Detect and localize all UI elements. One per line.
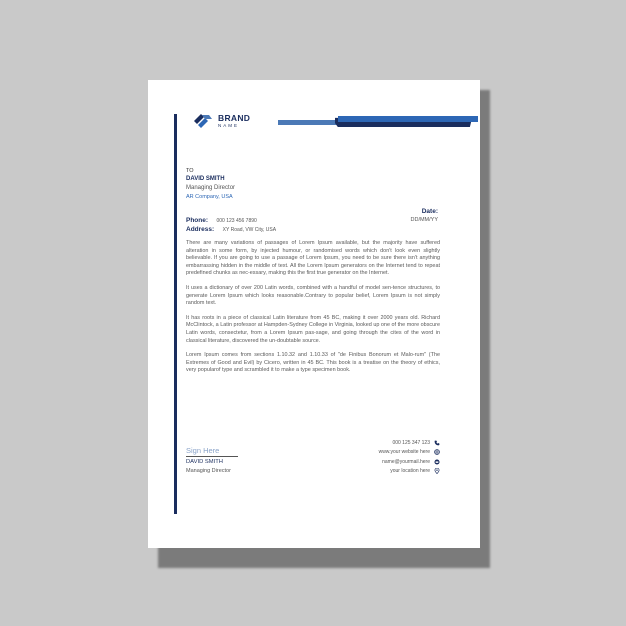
phone-icon xyxy=(434,440,440,446)
recipient-company: AR Company, USA xyxy=(186,194,233,200)
brand-subname: NAME xyxy=(218,122,240,128)
body-paragraph: Lorem Ipsum comes from sections 1.10.32 and 1.10.33 of "de Finibus Bonorum et Malo-rum" (The Extremes of Good and Evil) by Cicero, written in 45 BC. This book is a treatise on the theory of ethics, very popularof type and scrambled it to make a type specimen book. xyxy=(186,352,440,374)
body-paragraph: It has roots in a piece of classical Latin literature from 45 BC, making it over 2000 years old. Richard McClintock, a Latin professor at Hampden-Sydney College in Virginia, looked up one of the more obscure Latin words, consectetur, from a Lorem Ipsum pas-sage, and going through the cites of the word in classical literature, discovered the un-doubtable source. xyxy=(186,314,440,344)
date-value: DD/MM/YY xyxy=(410,217,438,223)
address-label: Address: xyxy=(186,226,215,233)
contact-website: www.your website here xyxy=(378,449,430,456)
body-paragraph: It uses a dictionary of over 200 Latin words, combined with a handful of model sen-tence structures, to generate Lorem Ipsum which looks reasonable.Contrary to popular belief, Lorem Ipsum is not simply random text. xyxy=(186,284,440,307)
phone-value: 000 123 456 7890 xyxy=(216,218,257,224)
signature-label: Sign Here xyxy=(186,446,220,455)
contact-location-row xyxy=(300,467,440,477)
email-icon xyxy=(434,459,440,465)
signer-role: Managing Director xyxy=(186,468,231,474)
phone-label: Phone: xyxy=(186,217,209,224)
contact-phone-row xyxy=(300,438,440,448)
letter-body xyxy=(186,240,440,382)
contact-email: name@yourmail.here xyxy=(382,458,430,465)
brand-mark-icon xyxy=(192,112,214,130)
contact-phone: 000 125 347 123 xyxy=(392,439,430,446)
recipient-role: Managing Director xyxy=(186,185,236,191)
signature-line xyxy=(186,456,238,457)
letterhead-page xyxy=(148,80,480,548)
brand-name: BRAND xyxy=(218,113,251,123)
header-stripe-light xyxy=(278,120,342,125)
brand-logo xyxy=(192,112,250,130)
contact-location: your location here xyxy=(390,468,430,475)
recipient-name: DAVID SMITH xyxy=(186,176,225,182)
signer-name: DAVID SMITH xyxy=(186,459,223,465)
header-stripe-blue xyxy=(338,116,478,122)
contact-block xyxy=(300,438,440,476)
to-label: TO xyxy=(186,168,194,174)
contact-email-row xyxy=(300,457,440,467)
left-accent-bar xyxy=(174,114,177,514)
globe-icon xyxy=(434,449,440,455)
body-paragraph: There are many variations of passages of Lorem Ipsum available, but the majority have suffered alteration in some form, by injected humour, or randomised words which don't look even slightly believable. If you are going to use a passage of Lorem Ipsum, you need to be sure there isn't anything embarrassing hidden in the middle of text. All the Lorem Ipsum generators on the Internet tend to repeat predefined chunks as nec-essary, making this the first true generator on the Internet. xyxy=(186,240,440,277)
sender-address-row xyxy=(186,218,276,236)
address-value: XY Road, VW City, USA xyxy=(222,227,277,233)
location-pin-icon xyxy=(434,468,440,474)
date-label: Date: xyxy=(421,208,438,215)
contact-website-row xyxy=(300,448,440,458)
